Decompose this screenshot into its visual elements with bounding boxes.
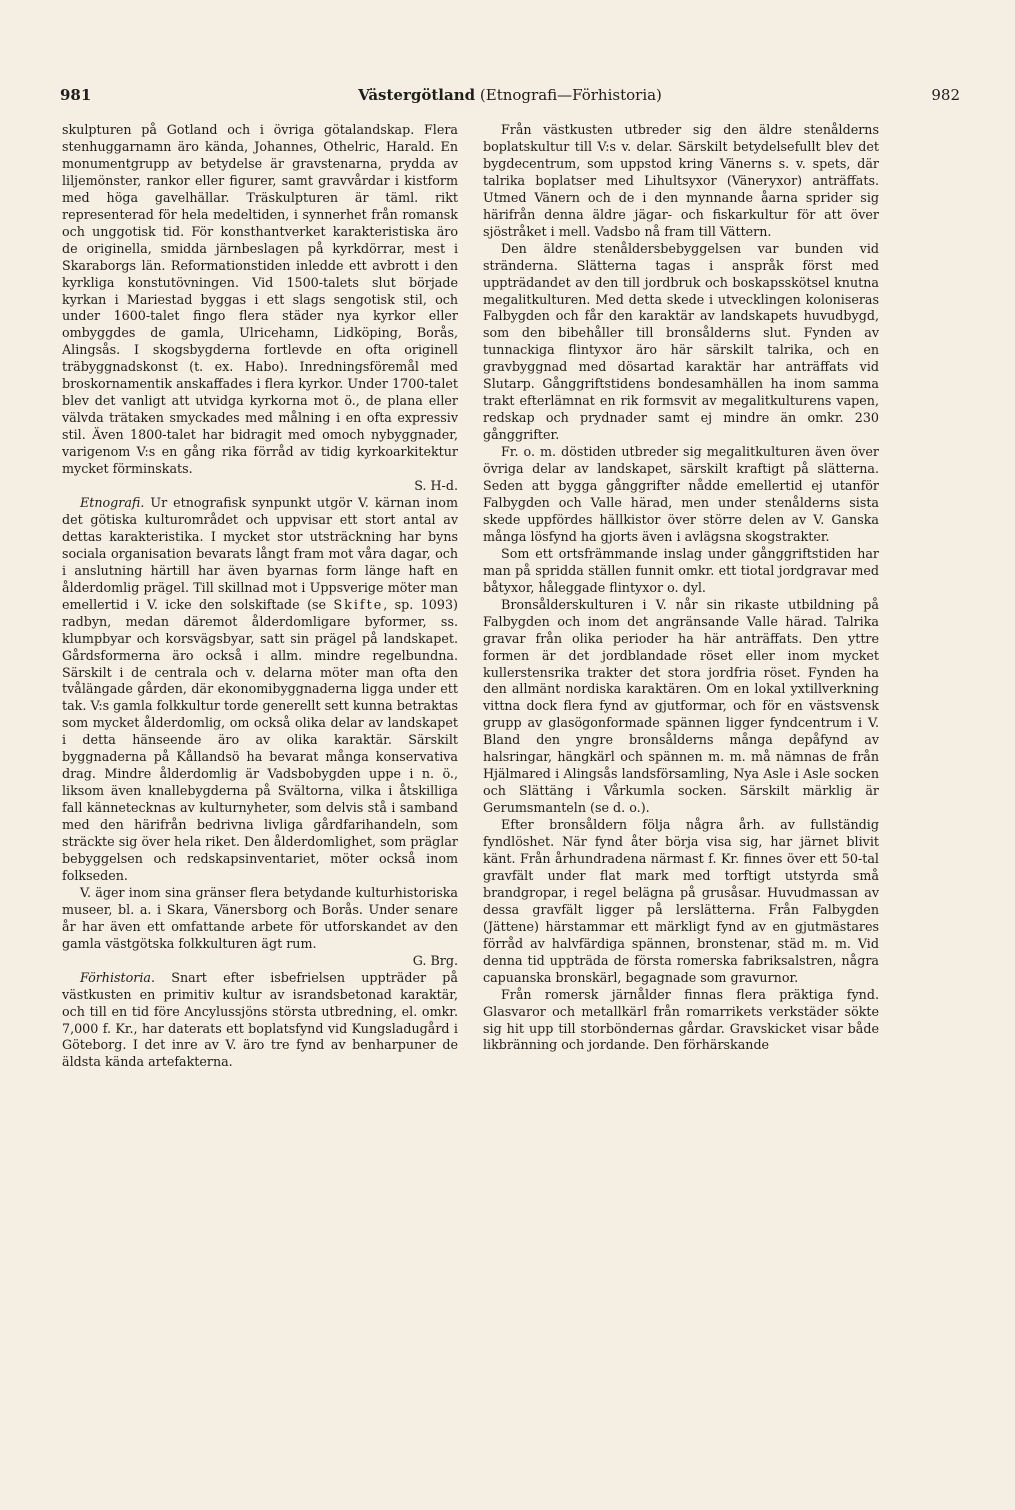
paragraph: Efter bronsåldern följa några årh. av fullständig fyndlöshet. När fynd åter börja visa sig, har järnet blivit känt. Från århundradena närmast f. Kr. finnes över ett 50-tal gravfält under flat mark med torftigt utstyrda små brandgropar, i regel belägna på grusåsar. Huvudmassan av dessa gravfält ligger på lerslätterna. Från Falbygden (Jättene) härstammar ett märkligt fynd av en gjutmästares förråd av halvfärdiga spännen, bronstenar, städ m. m. Vid denna tid uppträda de första romerska fabriksalstren, några capuanska bronskärl, begagnade som gravurnor. bbox=[483, 817, 879, 985]
cross-reference: Skifte bbox=[333, 596, 384, 612]
page-number-right: 982 bbox=[931, 86, 960, 104]
running-head bbox=[60, 86, 960, 104]
paragraph: Bronsålderskulturen i V. når sin rikaste utbildning på Falbygden och inom det angränsande Valle härad. Talrika gravar från olika perioder ha här anträffats. Den yttre formen är det jordblandade röset eller inom mycket kullerstensrika trakter det stora jordfria röset. Fynden ha den allmänt nordiska karaktären. Om en lokal yxtillverkning vittna dock flera fynd av gjutformar, och för en västsvensk grupp av glasögonformade spännen ligger fyndcentrum i V. Bland den yngre bronsålderns många depåfynd av halsringar, hängkärl och spännen m. m. må nämnas de från Hjälmared i Alingsås landsförsamling, Nya Asle i Asle socken och Slättäng i Vårkumla socken. Särskilt märklig är Gerumsmanteln (se d. o.). bbox=[483, 596, 879, 816]
page-number-left: 981 bbox=[60, 86, 92, 104]
paragraph: V. äger inom sina gränser flera betydande kulturhistoriska museer, bl. a. i Skara, Vänersborg och Borås. Under senare år har även ett omfattande arbete för utforskandet av den gamla västgötska folkkulturen ägt rum. bbox=[62, 884, 458, 951]
running-title: Västergötland bbox=[358, 86, 476, 104]
paragraph: Från västkusten utbreder sig den äldre stenålderns boplatskultur till V:s v. delar. Särskilt betydelsefullt blev det bygdecentrum, som uppstod kring Vänerns s. v. spets, där talrika boplatser med Lihultsyxor (Väneryxor) anträffats. Utmed Vänern och de i den mynnande åarna sprider sig härifrån denna äldre jägar- och fiskarkultur för att över sjöstråket i mell. Vadsbo nå fram till Vättern. bbox=[483, 122, 879, 239]
running-subtitle: (Etnografi—Förhistoria) bbox=[479, 86, 662, 104]
author-signature: G. Brg. bbox=[412, 952, 458, 968]
paragraph: Fr. o. m. döstiden utbreder sig megalitkulturen även över övriga delar av landskapet, särskilt kraftigt på slätterna. Seden att bygga gånggrifter nådde emellertid ej utanför Falbygden och Valle härad, men under stenålderns sista skede uppfördes hällkistor över större delen av V. Ganska många lösfynd ha gjorts även i avlägsna skogstrakter. bbox=[483, 444, 879, 544]
paragraph: skulpturen på Gotland och i övriga götalandskap. Flera stenhuggarnamn äro kända, Johannes, Othelric, Harald. En monumentgrupp av betydelse är gravstenarna, prydda av liljemönster, rankor eller figurer, samt gravvårdar i kistform med höga gavelhällar. Träskulpturen är täml. rikt representerad för hela medeltiden, i synnerhet från romansk och unggotisk tid. För konsthantverket karakteristiska äro de originella, smidda järnbeslagen på kyrkdörrar, mest i Skaraborgs län. Reformationstiden inledde ett avbrott i den kyrkliga konstutövningen. Vid 1500-talets slut började kyrkan i Mariestad byggas i ett slags sengotisk stil, och under 1600-talet fingo flera städer nya kyrkor eller ombyggdes de gamla, Ulricehamn, Lidköping, Borås, Alingsås. I skogsbygderna fortlevde en ofta originell träbyggnadskonst (t. ex. Habo). Inredningsföremål med broskornamentik anskaffades i flera kyrkor. Under 1700-talet blev det vanligt att utvidga kyrkorna mot ö., de plana eller välvda trätaken smyckades med målning i en ofta expressiv stil. Även 1800-talet har bidragit med omoch nybyggnader, varigenom V:s en gång rika förråd av tidig kyrkoarkitektur mycket förminskats. bbox=[62, 122, 458, 477]
paragraph-etnografi bbox=[62, 495, 458, 885]
paragraph: Den äldre stenåldersbebyggelsen var bunden vid stränderna. Slätterna tagas i anspråk först med uppträdandet av den till jordbruk och boskapsskötsel knutna megalitkulturen. Med detta skede i utvecklingen koloniseras Falbygden och får den karaktär av landskapets huvudbygd, som den bibehåller till bronsålderns slut. Fynden av tunnackiga flintyxor äro här särskilt talrika, och en gravbyggnad med dösartad karaktär har anträffats vid Slutarp. Gånggriftstidens bondesamhällen ha inom samma trakt efterlämnat en rik formsvit av megalitkulturens vapen, redskap och prydnader samt ej mindre än omkr. 230 gånggrifter. bbox=[483, 240, 879, 443]
paragraph-text: Ur etnografisk synpunkt utgör V. kärnan inom det götiska kulturområdet och uppvisar ett stort antal av dettas karakteristika. I mycket stor utsträckning har byns sociala organisation bevarats långt fram mot våra dagar, och i anslutning härtill har även byarnas form länge haft en ålderdomlig prägel. Till skillnad mot i Uppsverige möter man emellertid i V. icke den solskiftade (se bbox=[62, 494, 458, 612]
page-header bbox=[60, 86, 960, 110]
section-label: Förhistoria. bbox=[80, 969, 156, 985]
author-signature: S. H-d. bbox=[414, 478, 458, 494]
left-column bbox=[62, 122, 458, 1071]
section-label: Etnografi. bbox=[80, 494, 145, 510]
paragraph-forhistoria bbox=[62, 970, 458, 1072]
paragraph: Från romersk järnålder finnas flera präktiga fynd. Glasvaror och metallkärl från romarrikets verkstäder sökte sig hit upp till storböndernas gårdar. Gravskicket visar både likbränning och jordande. Den förhärskande bbox=[483, 986, 879, 1053]
right-column bbox=[483, 122, 879, 1054]
paragraph-text: Snart efter isbefrielsen uppträder på västkusten en primitiv kultur av israndsbetonad karaktär, och till en tid före Ancylussjöns största utbredning, el. omkr. 7,000 f. Kr., har daterats ett boplatsfynd vid Kungsladugård i Göteborg. I det inre av V. äro tre fynd av benharpuner de äldsta kända artefakterna. bbox=[62, 969, 458, 1070]
paragraph-text: , sp. 1093) radbyn, medan däremot ålderdomligare byformer, ss. klumpbyar och korsvägsbyar, satt sin prägel på landskapet. Gårdsformerna äro också i allm. mindre regelbundna. Särskilt i de centrala och v. delarna möter man ofta den tvålängade gården, där ekonomibyggnaderna ligga under ett tak. V:s gamla folkkultur torde generellt sett kunna betraktas som mycket ålderdomlig, om också olika delar av landskapet i detta hänseende äro av olika karaktär. Särskilt byggnaderna på Kållandsö ha bevarat många konservativa drag. Mindre ålderdomlig är Vadsbobygden uppe i n. ö., liksom även knallebygderna på Svältorna, vilka i åtskilliga fall kännetecknas av kulturnyheter, som delvis stå i samband med den härifrån bedrivna livliga gårdfarihandeln, som sträckte sig över hela riket. Den ålderdomlighet, som präglar bebyggelsen och redskapsinventariet, möter också inom folkseden. bbox=[62, 596, 458, 883]
paragraph: Som ett ortsfrämmande inslag under gånggriftstiden har man på spridda ställen funnit omkr. ett tiotal jordgravar med båtyxor, håleggade flintyxor o. dyl. bbox=[483, 545, 879, 595]
